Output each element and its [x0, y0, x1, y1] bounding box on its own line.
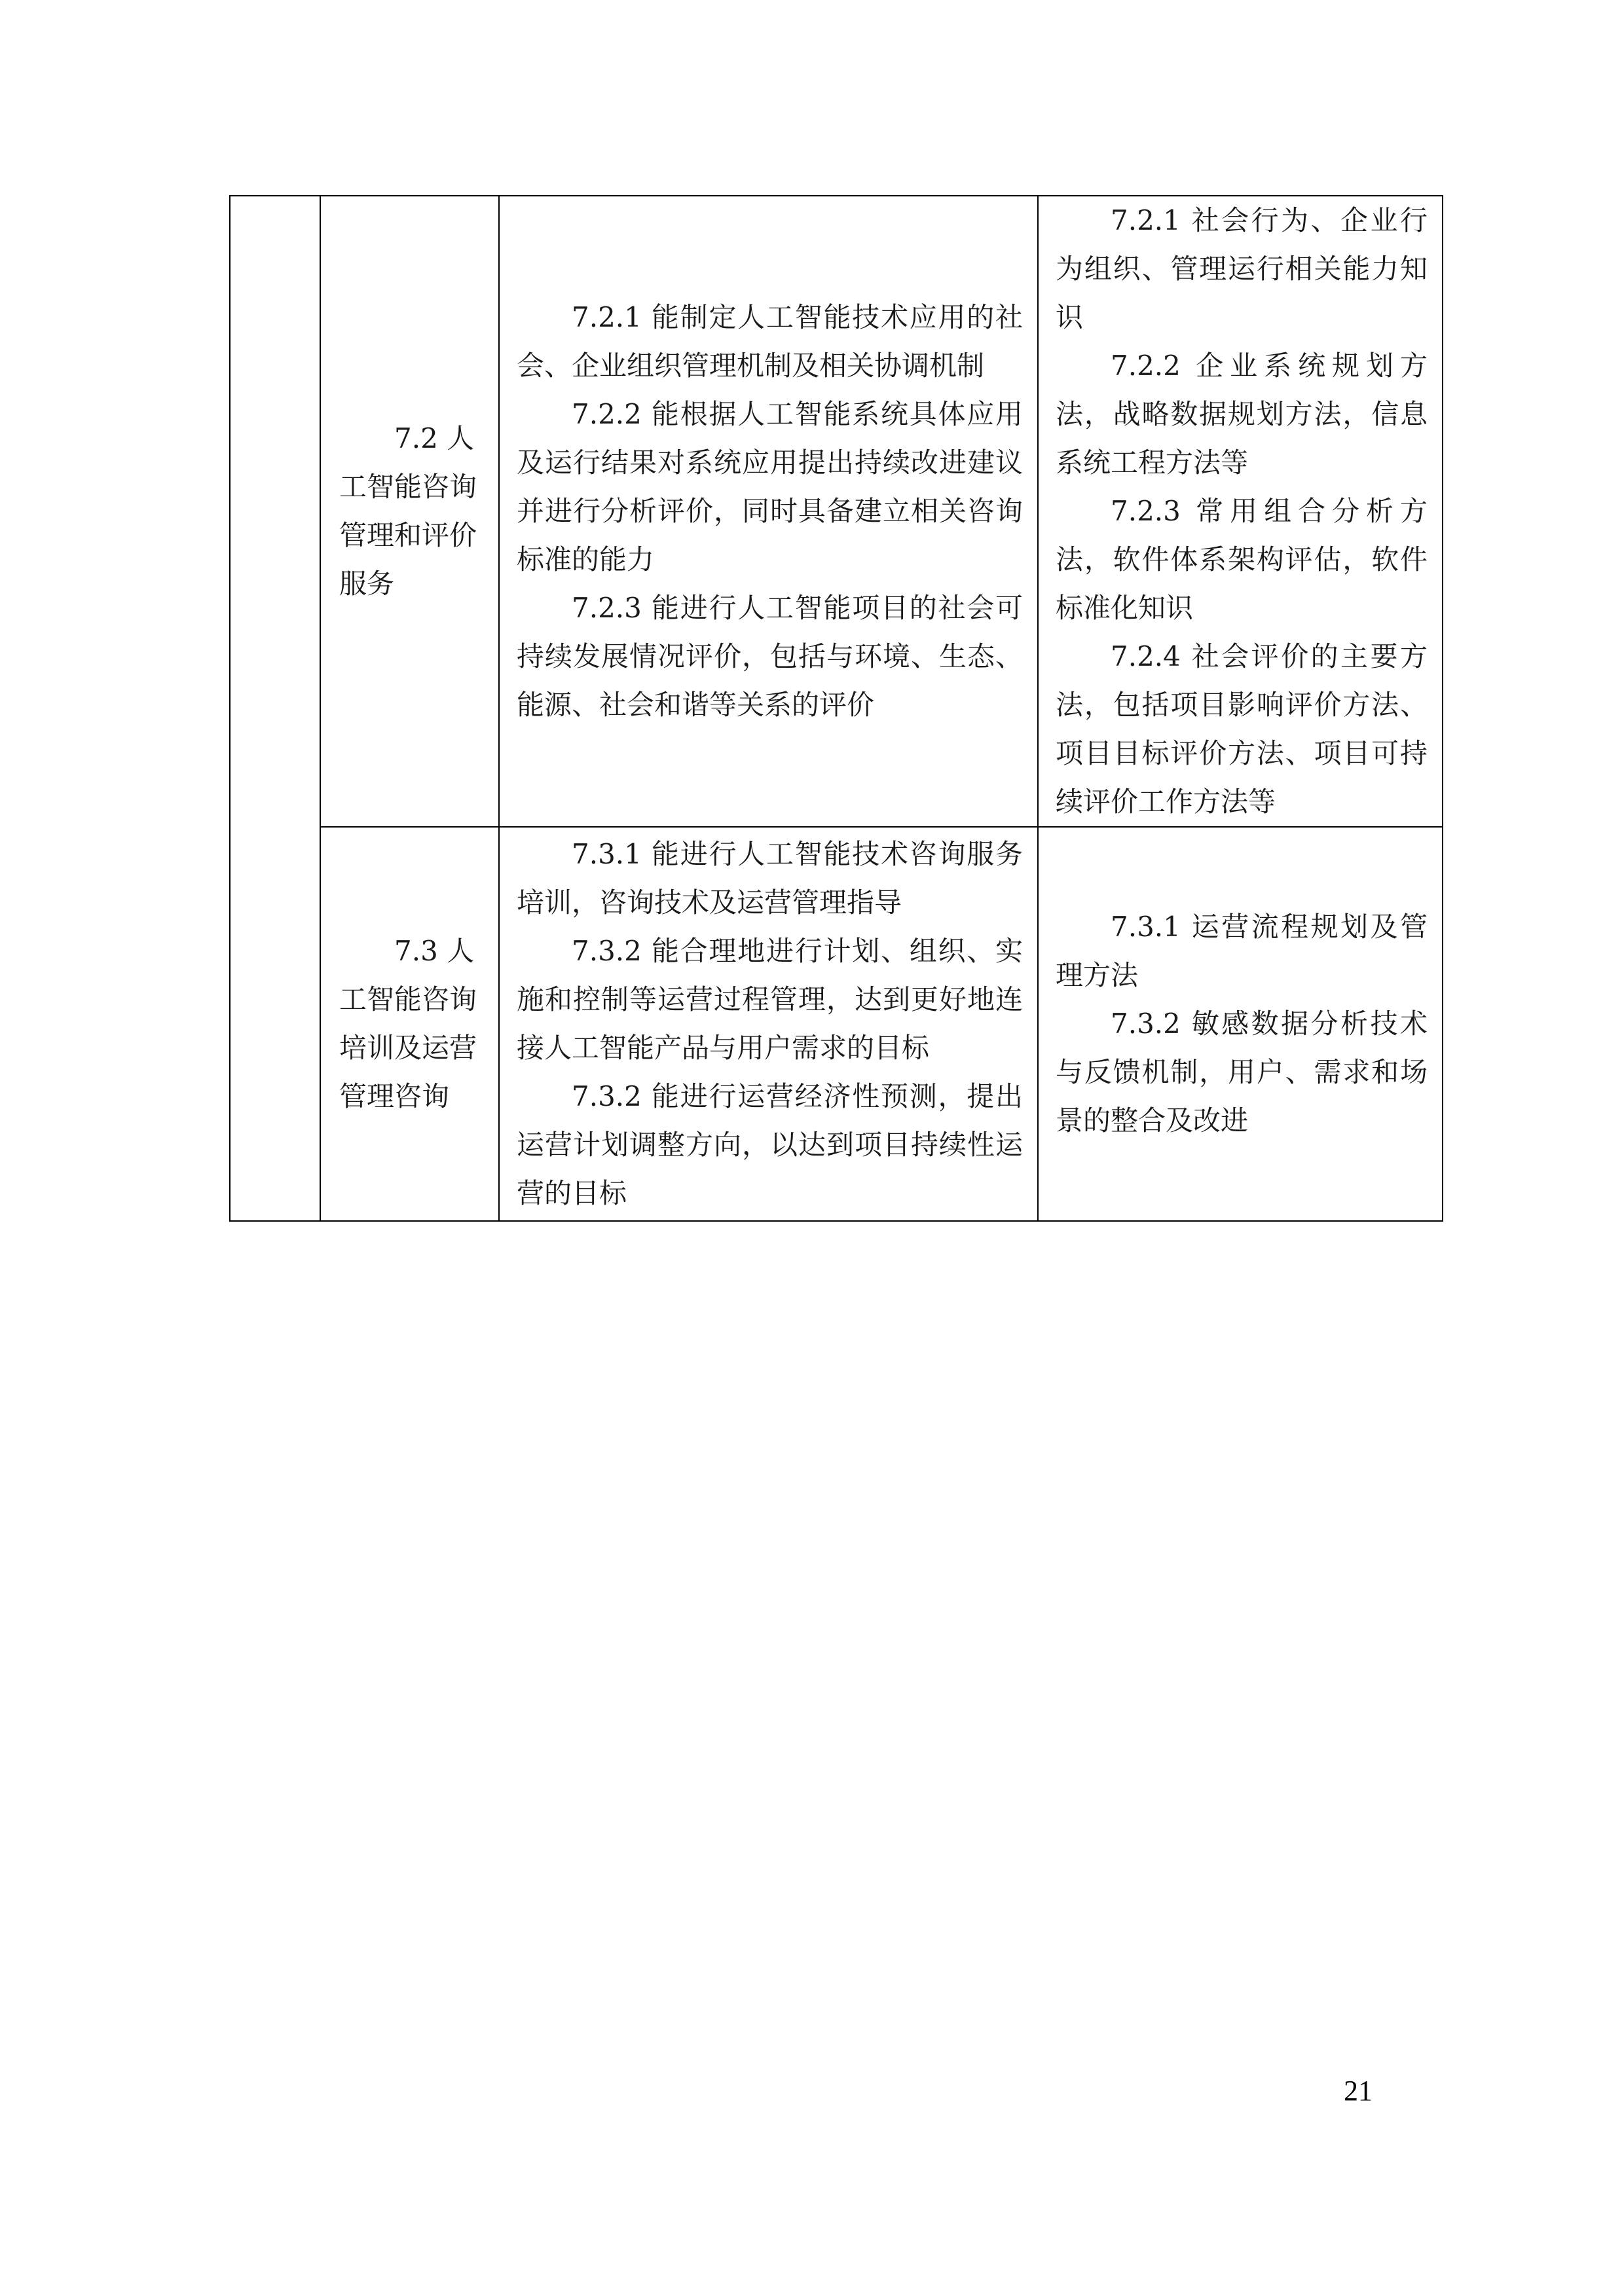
knowledge-item: 7.3.1 运营流程规划及管理方法 — [1056, 911, 1428, 991]
knowledge-item: 7.3.2 敏感数据分析技术与反馈机制，用户、需求和场景的整合及改进 — [1056, 1008, 1428, 1137]
page-number: 21 — [1344, 2075, 1373, 2107]
knowledge-item: 7.2.3 常用组合分析方法，软件体系架构评估，软件标准化知识 — [1056, 495, 1428, 624]
related-knowledge-cell — [1038, 827, 1443, 1221]
group-cell — [230, 196, 320, 1221]
work-content-cell — [320, 196, 499, 827]
skill-item: 7.2.3 能进行人工智能项目的社会可持续发展情况评价，包括与环境、生态、能源、社会和谐等关系的评价 — [517, 592, 1023, 721]
knowledge-item: 7.2.2 企业系统规划方法，战略数据规划方法，信息系统工程方法等 — [1056, 350, 1428, 479]
skill-item: 7.3.1 能进行人工智能技术咨询服务培训，咨询技术及运营管理指导 — [517, 838, 1023, 919]
skill-requirements-cell — [499, 827, 1038, 1221]
skill-item: 7.3.2 能进行运营经济性预测，提出运营计划调整方向，以达到项目持续性运营的目标 — [517, 1080, 1023, 1209]
work-content-cell — [320, 827, 499, 1221]
table-row — [230, 827, 1443, 1221]
competency-table — [229, 195, 1443, 1222]
skill-item: 7.2.2 能根据人工智能系统具体应用及运行结果对系统应用提出持续改进建议并进行分析评价，同时具备建立相关咨询标准的能力 — [517, 398, 1023, 575]
knowledge-item: 7.2.1 社会行为、企业行为组织、管理运行相关能力知识 — [1056, 204, 1428, 333]
skill-requirements-cell — [499, 196, 1038, 827]
related-knowledge-cell — [1038, 196, 1443, 827]
work-content-title: 7.2 人工智能咨询管理和评价服务 — [339, 422, 477, 600]
work-content-title: 7.3 人工智能咨询培训及运营管理咨询 — [339, 935, 477, 1112]
table-row — [230, 196, 1443, 827]
knowledge-item: 7.2.4 社会评价的主要方法，包括项目影响评价方法、项目目标评价方法、项目可持续评价工作方法等 — [1056, 640, 1428, 818]
skill-item: 7.3.2 能合理地进行计划、组织、实施和控制等运营过程管理，达到更好地连接人工智能产品与用户需求的目标 — [517, 935, 1023, 1064]
skill-item: 7.2.1 能制定人工智能技术应用的社会、企业组织管理机制及相关协调机制 — [517, 301, 1023, 382]
